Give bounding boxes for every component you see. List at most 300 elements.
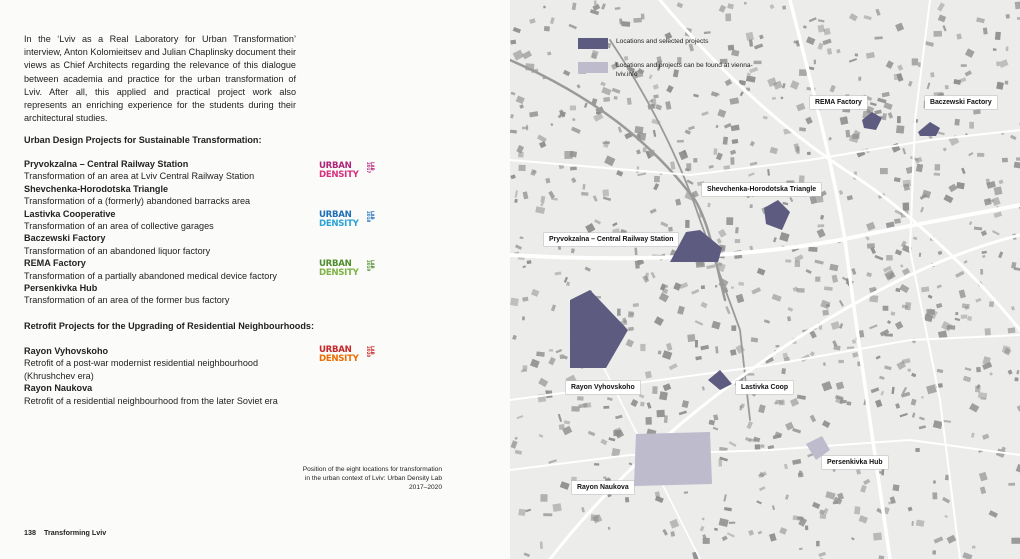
building-footprint [703, 538, 710, 544]
project-area-baczewski [918, 122, 940, 136]
building-footprint [799, 127, 806, 131]
building-footprint [603, 197, 611, 202]
building-footprint [729, 522, 735, 524]
building-footprint [772, 505, 775, 510]
building-footprint [823, 28, 830, 35]
main-street [790, 0, 890, 559]
building-footprint [729, 97, 739, 104]
building-footprint [884, 334, 892, 337]
building-footprint [545, 178, 550, 184]
building-footprint [831, 321, 840, 330]
building-footprint [617, 309, 621, 316]
building-footprint [971, 433, 975, 438]
building-footprint [519, 104, 524, 109]
building-footprint [702, 517, 705, 520]
building-footprint [814, 260, 823, 265]
building-footprint [818, 224, 825, 227]
building-footprint [839, 190, 843, 195]
building-footprint [666, 343, 672, 351]
building-footprint [790, 80, 799, 89]
building-footprint [937, 369, 944, 373]
building-footprint [852, 339, 856, 344]
building-footprint [633, 303, 639, 307]
building-footprint [744, 2, 747, 5]
building-footprint [820, 300, 830, 309]
building-footprint [882, 113, 887, 120]
building-footprint [895, 403, 900, 409]
building-footprint [658, 351, 662, 355]
railway-line [610, 40, 750, 420]
building-footprint [583, 402, 591, 408]
intro-paragraph: In the ‘Lviv as a Real Laboratory for Urban Transformation’ interview, Anton Kolomieitsev and Julian Chaplinsky document their views as Chief Architects regarding the relevance of this dialogue between academia and practice for the urban transformation of Lviv. After all, this applied and practical project work also represents an enriching experience for the students during their architectural studies. [24, 34, 296, 124]
building-footprint [832, 275, 839, 283]
building-footprint [677, 140, 684, 143]
building-footprint [715, 285, 717, 288]
building-footprint [618, 126, 622, 132]
building-footprint [604, 155, 615, 166]
building-footprint [980, 269, 983, 275]
building-footprint [1008, 483, 1015, 486]
building-footprint [780, 96, 783, 99]
building-footprint [539, 434, 544, 438]
building-footprint [738, 282, 744, 286]
building-footprint [793, 515, 802, 521]
building-footprint [640, 402, 644, 407]
building-footprint [612, 222, 617, 226]
building-footprint [919, 253, 922, 257]
building-footprint [911, 399, 917, 406]
building-footprint [877, 98, 886, 104]
building-footprint [560, 481, 570, 490]
building-footprint [879, 376, 885, 380]
building-footprint [815, 277, 820, 282]
building-footprint [585, 267, 591, 272]
building-footprint [806, 36, 815, 45]
building-footprint [938, 251, 943, 256]
building-footprint [935, 164, 941, 171]
building-footprint [731, 50, 739, 57]
building-footprint [996, 61, 1000, 66]
building-footprint [572, 118, 575, 121]
building-footprint [531, 289, 539, 297]
building-footprint [700, 526, 705, 532]
building-footprint [724, 507, 732, 511]
building-footprint [543, 513, 552, 516]
building-footprint [755, 444, 761, 450]
building-footprint [968, 152, 973, 156]
building-footprint [981, 230, 987, 236]
building-footprint [816, 541, 820, 546]
building-footprint [815, 195, 824, 203]
building-footprint [706, 264, 715, 269]
building-footprint [784, 464, 788, 470]
building-footprint [805, 525, 808, 530]
building-footprint [789, 197, 793, 202]
building-footprint [725, 306, 730, 314]
building-footprint [512, 335, 517, 340]
building-footprint [645, 371, 652, 379]
building-footprint [513, 50, 524, 61]
building-footprint [875, 36, 883, 39]
building-footprint [836, 381, 845, 389]
building-footprint [669, 363, 678, 370]
building-footprint [726, 217, 733, 225]
building-footprint [564, 151, 572, 159]
building-footprint [934, 173, 940, 176]
building-footprint [919, 417, 925, 421]
building-footprint [713, 427, 719, 431]
building-footprint [559, 424, 565, 430]
building-footprint [822, 420, 830, 428]
project-description: (Khrushchev era) [24, 370, 94, 381]
map-label-persenkivka: Persenkivka Hub [822, 456, 888, 469]
building-footprint [1008, 370, 1013, 375]
building-footprint [955, 318, 961, 322]
building-footprint [608, 527, 611, 530]
building-footprint [959, 290, 966, 299]
building-footprint [600, 82, 606, 87]
building-footprint [1011, 538, 1020, 544]
building-footprint [902, 148, 906, 155]
building-footprint [805, 117, 813, 125]
building-footprint [591, 50, 599, 59]
building-footprint [668, 227, 673, 232]
building-footprint [569, 24, 577, 30]
building-footprint [774, 402, 778, 405]
building-footprint [973, 109, 981, 114]
building-footprint [965, 367, 972, 371]
building-footprint [716, 238, 721, 244]
legend-swatch-dark [578, 38, 608, 49]
building-footprint [626, 339, 634, 347]
building-footprint [856, 469, 861, 475]
building-footprint [522, 365, 527, 372]
building-footprint [520, 236, 524, 239]
building-footprint [563, 70, 570, 77]
project-name: Shevchenka-Horodotska Triangle [24, 183, 169, 194]
project-name: Pryvokzalna – Central Railway Station [24, 159, 189, 169]
building-footprint [770, 147, 778, 155]
building-footprint [847, 195, 853, 200]
building-footprint [892, 484, 899, 491]
logo-lab-year: LAB 2019 [366, 260, 375, 272]
building-footprint [822, 310, 829, 316]
building-footprint [594, 463, 599, 466]
building-footprint [930, 72, 934, 77]
logo-line-urban: URBAN [319, 210, 352, 220]
building-footprint [942, 497, 950, 504]
building-footprint [758, 531, 763, 535]
building-footprint [731, 286, 734, 289]
building-footprint [608, 437, 615, 441]
building-footprint [566, 282, 570, 287]
building-footprint [944, 515, 948, 518]
building-footprint [814, 60, 816, 65]
building-footprint [513, 27, 521, 33]
building-footprint [624, 56, 628, 61]
building-footprint [730, 150, 736, 155]
building-footprint [555, 271, 562, 275]
building-footprint [900, 264, 903, 268]
building-footprint [543, 6, 546, 9]
building-footprint [870, 247, 876, 254]
building-footprint [663, 383, 672, 391]
building-footprint [556, 349, 563, 353]
building-footprint [963, 376, 971, 383]
project-description: Transformation of a (formerly) abandoned barracks area [24, 196, 251, 207]
project-name: REMA Factory [24, 258, 86, 269]
building-footprint [810, 331, 817, 339]
building-footprint [867, 243, 875, 249]
building-footprint [511, 92, 516, 96]
building-footprint [840, 400, 847, 403]
building-footprint [676, 2, 683, 8]
building-footprint [965, 48, 975, 57]
building-footprint [727, 3, 734, 9]
building-footprint [908, 81, 913, 87]
building-footprint [916, 164, 923, 173]
building-footprint [989, 372, 993, 375]
urban-design-project-list [24, 158, 314, 307]
building-footprint [925, 41, 934, 47]
building-footprint [570, 105, 576, 110]
building-footprint [719, 518, 729, 527]
building-footprint [828, 137, 832, 141]
building-footprint [852, 134, 860, 139]
building-footprint [717, 109, 726, 118]
building-footprint [684, 491, 688, 493]
project-description: Retrofit of a post-war modernist residential neighbourhood [24, 358, 259, 369]
building-footprint [593, 195, 598, 202]
building-footprint [772, 97, 776, 100]
project-item [24, 345, 314, 382]
building-footprint [871, 387, 880, 393]
building-footprint [817, 43, 823, 50]
building-footprint [864, 15, 872, 20]
building-footprint [664, 415, 668, 423]
building-footprint [518, 165, 525, 171]
building-footprint [873, 532, 882, 540]
building-footprint [982, 251, 987, 254]
building-footprint [792, 428, 801, 434]
building-footprint [943, 147, 947, 151]
building-footprint [851, 268, 856, 275]
building-footprint [759, 486, 766, 491]
project-item [24, 257, 314, 282]
building-footprint [908, 369, 911, 372]
building-footprint [888, 112, 893, 119]
project-name: Persenkivka Hub [24, 283, 98, 294]
building-footprint [998, 251, 1003, 258]
project-name: Rayon Vyhovskoho [24, 346, 109, 356]
building-footprint [540, 196, 545, 203]
building-footprint [839, 300, 844, 307]
building-footprint [921, 396, 924, 399]
building-footprint [510, 298, 519, 307]
building-footprint [695, 320, 703, 326]
building-footprint [863, 479, 870, 485]
building-footprint [838, 360, 844, 363]
building-footprint [650, 208, 657, 214]
legend-label: Locations and projects can be found at vienna-lviv.info [616, 62, 753, 78]
building-footprint [916, 520, 925, 527]
building-footprint [577, 396, 584, 400]
building-footprint [974, 227, 982, 231]
side-street [910, 0, 960, 559]
building-footprint [670, 531, 675, 537]
building-footprint [956, 182, 965, 189]
building-footprint [792, 459, 801, 465]
building-footprint [782, 6, 786, 10]
project-item [24, 158, 314, 183]
building-footprint [961, 315, 968, 319]
building-footprint [999, 59, 1009, 68]
building-footprint [600, 439, 607, 446]
building-footprint [736, 294, 745, 303]
building-footprint [875, 399, 882, 407]
building-footprint [529, 111, 538, 117]
building-footprint [685, 220, 689, 228]
logo-lab-year: LAB 2018 [366, 211, 375, 223]
building-footprint [607, 397, 613, 401]
building-footprint [773, 237, 777, 242]
building-footprint [659, 293, 669, 303]
building-footprint [751, 287, 761, 294]
building-footprint [937, 2, 945, 11]
building-footprint [636, 149, 641, 154]
building-footprint [840, 116, 849, 125]
building-footprint [537, 135, 547, 143]
building-footprint [584, 103, 588, 108]
building-footprint [760, 444, 764, 448]
building-footprint [665, 101, 671, 110]
building-footprint [643, 147, 647, 152]
building-footprint [948, 184, 957, 193]
section-heading-retrofit: Retrofit Projects for the Upgrading of Residential Neighbourhoods: [24, 321, 314, 331]
building-footprint [529, 18, 535, 24]
building-footprint [955, 312, 958, 315]
building-footprint [911, 521, 913, 526]
building-footprint [651, 99, 656, 107]
building-footprint [918, 62, 921, 67]
building-footprint [933, 480, 936, 483]
building-footprint [823, 362, 826, 366]
retrofit-project-list [24, 345, 314, 407]
building-footprint [603, 97, 610, 102]
building-footprint [571, 177, 576, 183]
building-footprint [585, 223, 595, 233]
building-footprint [639, 394, 644, 399]
building-footprint [908, 507, 913, 512]
building-footprint [894, 218, 901, 224]
building-footprint [679, 282, 688, 289]
project-item [24, 208, 314, 233]
building-footprint [1016, 464, 1020, 472]
building-footprint [903, 202, 910, 210]
building-footprint [558, 414, 562, 422]
building-footprint [540, 494, 547, 502]
building-footprint [657, 410, 665, 418]
building-footprint [709, 420, 715, 426]
building-footprint [937, 132, 944, 136]
building-footprint [976, 367, 981, 372]
building-footprint [522, 51, 532, 60]
building-footprint [662, 529, 668, 536]
main-street [660, 0, 1020, 330]
building-footprint [896, 125, 904, 133]
building-footprint [682, 400, 689, 408]
building-footprint [560, 354, 565, 359]
building-footprint [969, 403, 979, 413]
building-footprint [992, 230, 1000, 236]
building-footprint [750, 162, 758, 166]
building-footprint [570, 167, 577, 171]
building-footprint [571, 406, 579, 412]
building-footprint [764, 319, 770, 323]
building-footprint [669, 519, 679, 529]
building-footprint [730, 349, 737, 356]
building-footprint [833, 345, 840, 350]
building-footprint [702, 386, 705, 390]
building-footprint [1010, 135, 1017, 140]
page-footer [24, 528, 106, 537]
building-footprint [851, 537, 855, 540]
building-footprint [1006, 14, 1010, 19]
building-footprint [548, 357, 556, 365]
building-footprint [783, 202, 789, 206]
building-footprint [538, 378, 548, 387]
project-description: Transformation of a partially abandoned medical device factory [24, 270, 277, 281]
building-footprint [866, 272, 872, 277]
building-footprint [732, 139, 739, 144]
building-footprint [749, 246, 753, 251]
building-footprint [846, 401, 851, 406]
building-footprint [740, 91, 744, 96]
building-footprint [767, 169, 770, 176]
building-footprint [999, 179, 1004, 184]
building-footprint [748, 172, 755, 176]
building-footprint [902, 358, 911, 364]
building-footprint [748, 530, 754, 536]
building-footprint [693, 158, 697, 163]
building-footprint [895, 321, 903, 330]
building-footprint [912, 413, 916, 418]
building-footprint [913, 237, 917, 240]
building-footprint [978, 392, 987, 399]
project-item [24, 382, 314, 407]
project-item [24, 183, 314, 208]
building-footprint [1014, 377, 1018, 381]
building-footprint [511, 440, 518, 448]
building-footprint [982, 255, 985, 258]
building-footprint [715, 346, 718, 353]
building-footprint [679, 150, 689, 160]
building-footprint [634, 126, 643, 134]
building-footprint [615, 415, 623, 420]
building-footprint [727, 532, 735, 537]
building-footprint [701, 111, 708, 116]
building-footprint [785, 260, 791, 263]
building-footprint [614, 96, 618, 100]
building-footprint [818, 552, 826, 557]
building-footprint [719, 5, 726, 13]
building-footprint [594, 219, 601, 224]
building-footprint [627, 98, 632, 105]
building-footprint [769, 4, 774, 9]
building-footprint [817, 228, 826, 238]
building-footprint [869, 324, 878, 329]
building-footprint [886, 255, 893, 260]
